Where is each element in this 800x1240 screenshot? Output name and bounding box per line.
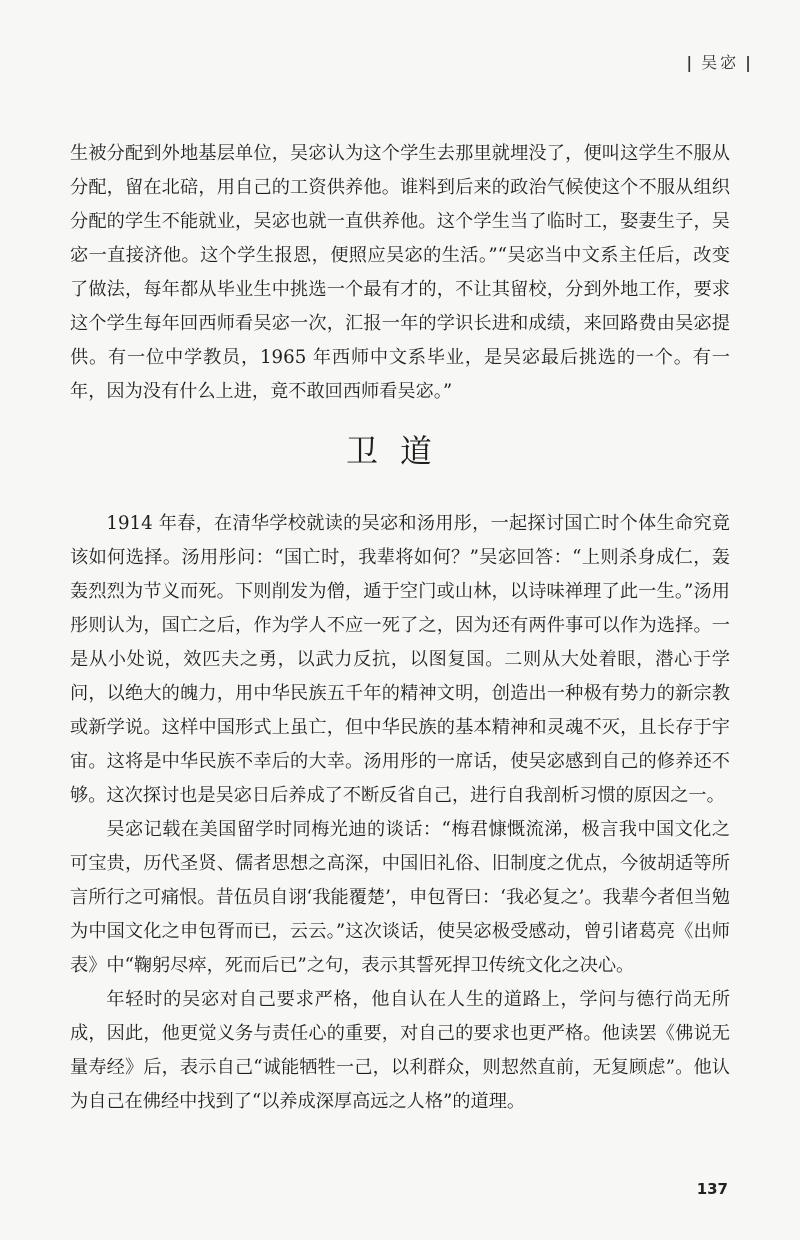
running-head-right-rule: | [745,53,754,72]
body-paragraph: 1914 年春，在清华学校就读的吴宓和汤用彤，一起探讨国亡时个体生命究竟该如何选择。汤用彤问：“国亡时，我辈将如何？”吴宓回答：“上则杀身成仁，轰轰烈烈为节义而死。下则削发为僧，遁于空门或山林，以诗味禅理了此一生。”汤用彤则认为，国亡之后，作为学人不应一死了之，因为还有两件事可以作为选择。一是从小处说，效匹夫之勇，以武力反抗，以图复国。二则从大处着眼，潜心于学问，以绝大的魄力，用中华民族五千年的精神文明，创造出一种极有势力的新宗教或新学说。这样中国形式上虽亡，但中华民族的基本精神和灵魂不灭，且长存于宇宙。这将是中华民族不幸后的大幸。汤用彤的一席话，使吴宓感到自己的修养还不够。这次探讨也是吴宓日后养成了不断反省自己，进行自我剖析习惯的原因之一。 [70,513,730,806]
section-title: 卫道 [345,432,454,470]
page-number: 137 [696,1180,728,1198]
body-paragraph: 吴宓记载在美国留学时同梅光迪的谈话：“梅君慷慨流涕，极言我中国文化之可宝贵，历代圣贤、儒者思想之高深，中国旧礼俗、旧制度之优点，今彼胡适等所言所行之可痛恨。昔伍员自诩‘我能覆楚’，申包胥曰：‘我必复之’。我辈今者但当勉为中国文化之申包胥而已，云云。”这次谈话，使吴宓极受感动，曾引诸葛亮《出师表》中“鞠躬尽瘁，死而后已”之句，表示其誓死捍卫传统文化之决心。 [70,819,730,976]
body-paragraph: 年轻时的吴宓对自己要求严格，他自认在人生的道路上，学问与德行尚无所成，因此，他更觉义务与责任心的重要，对自己的要求也更严格。他读罢《佛说无量寿经》后，表示自己“诚能牺牲一己，以利群众，则恝然直前，无复顾虑”。他认为自己在佛经中找到了“以养成深厚高远之人格”的道理。 [70,989,730,1112]
running-head-title: 吴宓 [701,53,740,72]
continuation-paragraph: 生被分配到外地基层单位，吴宓认为这个学生去那里就埋没了，便叫这学生不服从分配，留在北碚，用自己的工资供养他。谁料到后来的政治气候使这个不服从组织分配的学生不能就业，吴宓也就一直供养他。这个学生当了临时工，娶妻生子，吴宓一直接济他。这个学生报恩，便照应吴宓的生活。”“吴宓当中文系主任后，改变了做法，每年都从毕业生中挑选一个最有才的，不让其留校，分到外地工作，要求这个学生每年回西师看吴宓一次，汇报一年的学识长进和成绩，来回路费由吴宓提供。有一位中学教员，1965 年西师中文系毕业，是吴宓最后挑选的一个。有一年，因为没有什么上进，竟不敢回西师看吴宓。” [70,143,730,402]
running-head [680,50,760,73]
running-head-left-rule: | [686,53,696,72]
page-body [70,137,730,1119]
